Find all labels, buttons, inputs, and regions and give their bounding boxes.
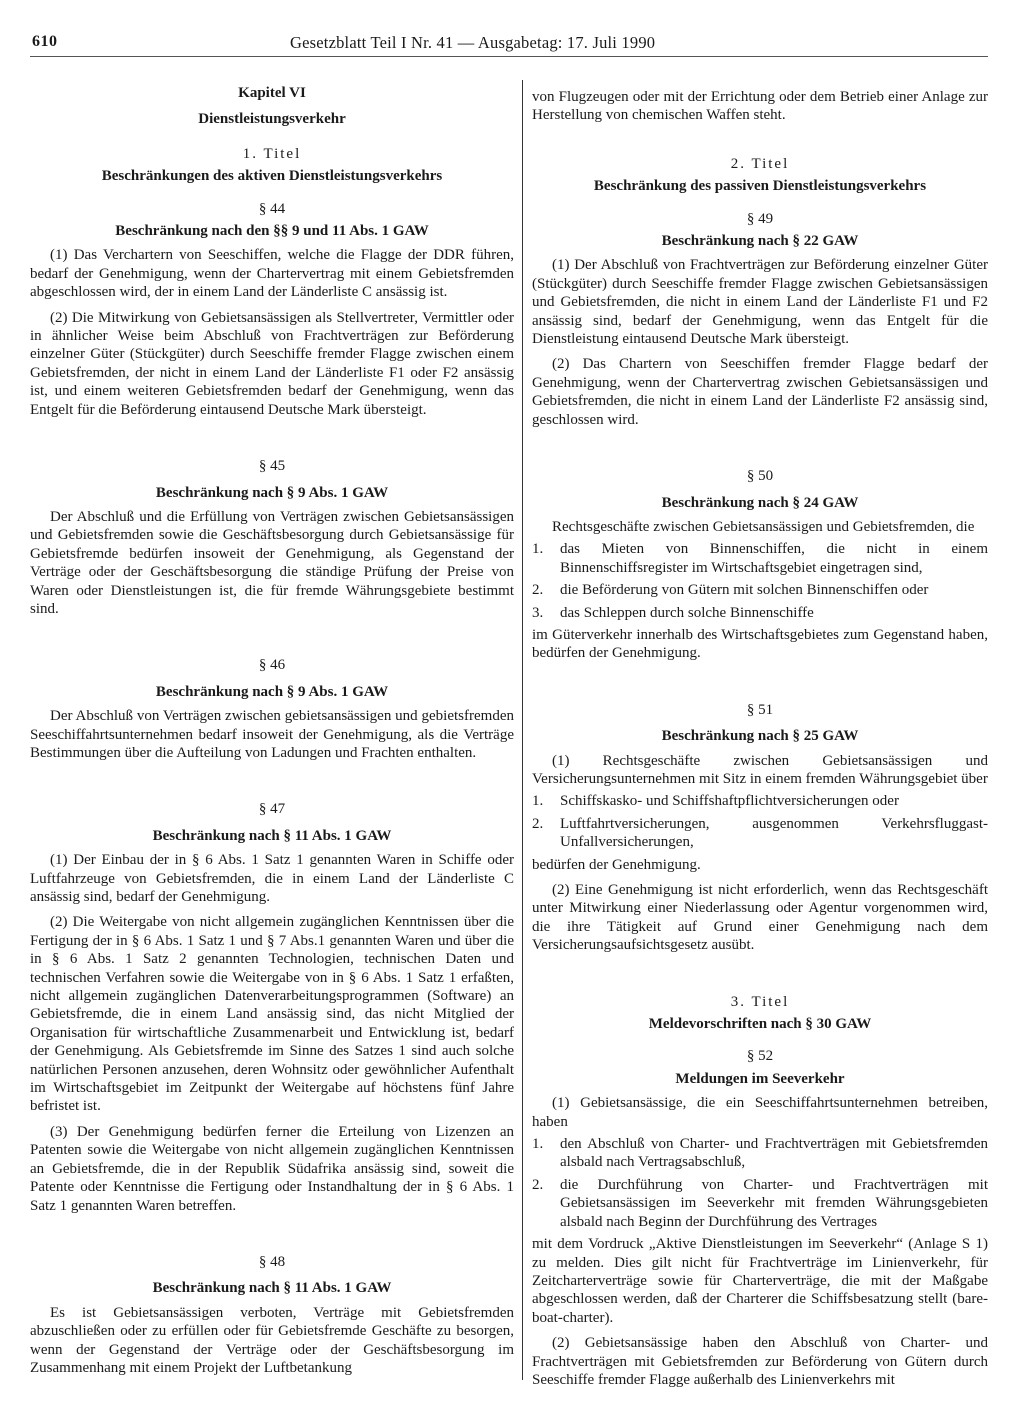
section-52-outro: mit dem Vordruck „Aktive Dienstleistungen im Seeverkehr“ (Anlage S 1) zu melden. Dies gilt nicht für Frachtverträge im Linienverkehr, für Zeitcharterverträge sowie für Charterverträge, die mit der Maßgabe abgeschlossen werden, daß der Charterer die Schiffsbesatzung stellt (bare-boat-charter). <box>532 1236 988 1326</box>
section-48-para-1: Es ist Gebietsansässigen verboten, Verträge mit Gebietsfremden abzuschließen oder zu erfüllen oder für Gebietsfremde Geschäfte zu besorgen, wenn der Gegenstand der Verträge oder der Geschäftsbesorgung im Zusammenhang mit einem Projekt der Luftbetankung <box>30 1304 514 1376</box>
section-47-para-2: (2) Die Weitergabe von nicht allgemein zugänglichen Kenntnissen über die Fertigung der in § 6 Abs. 1 Satz 1 und § 7 Abs.1 genannten Waren und über die in § 6 Abs. 1 Satz 2 genannten Technologien, technischen Daten und technischen Verfahren sowie die Weitergabe von in § 6 Abs. 1 Satz 1 erfaßten, nicht allgemein zugänglichen Datenverarbeitungsprogrammen (Software) an Gebietsfremde, die in einem Land ansässig sind, das nicht Mitglied der Organisation für wirtschaftliche Zusammenarbeit und Entwicklung ist, bedarf der Genehmigung. Als Gebietsfremde im Sinne des Satzes 1 sind auch solche natürlichen Personen anzusehen, deren Wohnsitz oder gewöhnlicher Aufenthalt im Wirtschaftsgebiet im Zeitpunkt der Weitergabe auf höchstens fünf Jahre befristet ist. <box>30 914 514 1115</box>
title-1-heading: Beschränkungen des aktiven Dienstleistungsverkehrs <box>101 168 443 185</box>
list-text: die Beförderung von Gütern mit solchen Binnenschiffen oder <box>560 582 929 599</box>
column-divider <box>522 80 523 1380</box>
section-51-number: § 51 <box>746 701 774 718</box>
section-51-title: Beschränkung nach § 25 GAW <box>661 728 859 745</box>
section-44-para-2: (2) Die Mitwirkung von Gebietsansässigen als Stellvertreter, Vermittler oder in ähnlicher Weise beim Abschluß von Frachtverträgen zur Beförderung einzelner Güter (Stückgüter) durch Seeschiffe fremder Flagge zwischen einem Gebietsfremden, der nicht in einem Land der Länderliste F1 oder F2 ansässig ist, und einem weiteren Gebietsfremden bedarf der Genehmigung, wenn das Entgelt für die Beförderung eintausend Deutsche Mark übersteigt. <box>30 309 514 418</box>
section-50-item-2 <box>532 581 988 599</box>
section-52-para-2: (2) Gebietsansässige haben den Abschluß von Charter- und Frachtverträgen mit Gebietsfremden zur Beförderung von Gütern durch Seeschiffe fremder Flagge außerhalb des Linienverkehrs mit <box>532 1335 988 1388</box>
list-text: den Abschluß von Charter- und Frachtverträgen mit Gebietsfremden alsbald nach Vertragsabschluß, <box>560 1136 988 1171</box>
section-50-item-1 <box>532 540 988 577</box>
title-2-heading: Beschränkung des passiven Dienstleistungsverkehrs <box>593 178 927 195</box>
section-47-title: Beschränkung nach § 11 Abs. 1 GAW <box>152 827 392 844</box>
section-50-item-3 <box>532 604 988 622</box>
section-49-para-2: (2) Das Chartern von Seeschiffen fremder Flagge bedarf der Genehmigung, wenn der Chartervertrag zwischen Gebietsansässigen und Gebietsfremden, die nicht in einem Land der Länderliste F2 ansässig sind, geschlossen wird. <box>532 356 988 428</box>
title-1-number: 1. Titel <box>242 145 302 162</box>
title-3-heading: Meldevorschriften nach § 30 GAW <box>648 1016 872 1033</box>
list-number: 2. <box>532 582 544 599</box>
section-46-title: Beschränkung nach § 9 Abs. 1 GAW <box>155 683 389 700</box>
page-number: 610 <box>32 33 58 50</box>
list-number: 1. <box>532 793 544 810</box>
section-50-intro: Rechtsgeschäfte zwischen Gebietsansässigen und Gebietsfremden, die <box>552 518 975 535</box>
list-number: 1. <box>532 1136 544 1153</box>
list-text: die Durchführung von Charter- und Frachtverträgen mit Gebietsansässigen im Seeverkehr mit fremden Währungsgebieten alsbald nach Beginn der Durchführung des Vertrages <box>560 1176 988 1230</box>
left-column <box>30 74 514 1377</box>
section-45-title: Beschränkung nach § 9 Abs. 1 GAW <box>155 484 389 501</box>
header-rule <box>30 56 988 57</box>
section-52-item-1 <box>532 1135 988 1172</box>
section-45-para-1: Der Abschluß und die Erfüllung von Verträgen zwischen Gebietsansässigen und Gebietsfremden sowie die Geschäftsbesorgung durch Gebietsansässige für Gebietsfremde bedürfen insoweit der Genehmigung, als Gegenstand der Verträge oder der Geschäftsbesorgung die ständige Prüfung der Preise von Waren oder Dienstleistungen ist, die für fremde Währungsgebiete bestimmt sind. <box>30 508 514 617</box>
section-49-title: Beschränkung nach § 22 GAW <box>661 233 859 250</box>
list-text: das Mieten von Binnenschiffen, die nicht in einem Binnenschiffsregister im Wirtschaftsgebiet eingetragen sind, <box>560 541 988 576</box>
section-52-title: Meldungen im Seeverkehr <box>675 1070 845 1087</box>
section-45-number: § 45 <box>258 458 286 475</box>
list-number: 2. <box>532 815 544 832</box>
section-48-number: § 48 <box>258 1253 286 1270</box>
list-number: 2. <box>532 1176 544 1193</box>
section-44-para-1: (1) Das Verchartern von Seeschiffen, welche die Flagge der DDR führen, bedarf der Genehmigung, wenn der Chartervertrag mit einem Gebietsfremden abgeschlossen wird, der in einem Land der Länderliste C ansässig ist. <box>30 247 514 301</box>
running-head: Gesetzblatt Teil I Nr. 41 — Ausgabetag: 17. Juli 1990 <box>290 33 656 52</box>
section-50-title: Beschränkung nach § 24 GAW <box>661 494 859 511</box>
section-47-para-1: (1) Der Einbau der in § 6 Abs. 1 Satz 1 genannten Waren in Schiffe oder Luftfahrzeuge von Gebietsfremden, die in einem Land der Länderliste C ansässig sind, bedarf der Genehmigung. <box>30 852 514 905</box>
section-51-para-2: (2) Eine Genehmigung ist nicht erforderlich, wenn das Rechtsgeschäft unter Mitwirkung einer Niederlassung oder Agentur vorgenommen wird, die ihre Tätigkeit auf Grund einer Genehmigung nach dem Versicherungsaufsichtsgesetz ausübt. <box>532 882 988 954</box>
section-47-number: § 47 <box>258 801 286 818</box>
chapter-title: Dienstleistungsverkehr <box>198 111 346 128</box>
section-46-number: § 46 <box>258 657 286 674</box>
chapter-label: Kapitel VI <box>238 85 306 101</box>
section-48-title: Beschränkung nach § 11 Abs. 1 GAW <box>152 1280 392 1297</box>
section-52-item-2 <box>532 1176 988 1231</box>
section-50-number: § 50 <box>746 468 774 485</box>
section-46-para-1: Der Abschluß von Verträgen zwischen gebietsansässigen und gebietsfremden Seeschiffahrtsunternehmen bedarf insoweit der Genehmigung, als die Verträge Bestimmungen über die Aufteilung von Ladungen und Frachten enthalten. <box>30 708 514 761</box>
list-text: das Schleppen durch solche Binnenschiffe <box>560 604 814 621</box>
section-47-para-3: (3) Der Genehmigung bedürfen ferner die Erteilung von Lizenzen an Patenten sowie die Weitergabe von nicht allgemein zugänglichen Kenntnissen an Gebietsfremde, die in der Republik Südafrika ansässig sind, soweit die Patente oder Kenntnisse die Fertigung oder Instandhaltung der in § 6 Abs. 1 Satz 1 genannten Waren betreffen. <box>30 1123 514 1214</box>
section-52-intro: (1) Gebietsansässige, die ein Seeschiffahrtsunternehmen betreiben, haben <box>532 1095 988 1130</box>
section-50-outro: im Güterverkehr innerhalb des Wirtschaftsgebietes zum Gegenstand haben, bedürfen der Genehmigung. <box>532 626 988 662</box>
list-number: 3. <box>532 604 544 621</box>
section-48-continuation: von Flugzeugen oder mit der Errichtung oder dem Betrieb einer Anlage zur Herstellung von chemischen Waffen steht. <box>532 89 988 124</box>
section-49-number: § 49 <box>746 210 774 227</box>
section-44-number: § 44 <box>258 200 286 217</box>
right-column <box>532 88 988 1389</box>
section-52-number: § 52 <box>746 1048 774 1065</box>
list-text: Schiffskasko- und Schiffshaftpflichtversicherungen oder <box>560 793 899 810</box>
title-2-number: 2. Titel <box>730 155 790 172</box>
list-text: Luftfahrtversicherungen, ausgenommen Verkehrsfluggast-Unfallversicherungen, <box>560 815 988 851</box>
section-44-title: Beschränkung nach den §§ 9 und 11 Abs. 1 GAW <box>115 223 429 240</box>
section-51-item-1 <box>532 792 988 810</box>
section-51-item-2 <box>532 815 988 852</box>
section-49-para-1: (1) Der Abschluß von Frachtverträgen zur Beförderung einzelner Güter (Stückgüter) durch Seeschiffe fremder Flagge zwischen Gebietsansässigen und Gebietsfremden, die nicht in einem Land der Länderliste F1 und F2 ansässig sind, bedarf der Genehmigung, wenn das Entgelt für die Dienstleistung eintausend Deutsche Mark übersteigt. <box>532 257 988 348</box>
title-3-number: 3. Titel <box>730 993 790 1010</box>
section-51-outro: bedürfen der Genehmigung. <box>532 856 701 873</box>
section-51-intro: (1) Rechtsgeschäfte zwischen Gebietsansässigen und Versicherungsunternehmen mit Sitz in einem fremden Währungsgebiet über <box>532 752 988 787</box>
list-number: 1. <box>532 541 544 558</box>
